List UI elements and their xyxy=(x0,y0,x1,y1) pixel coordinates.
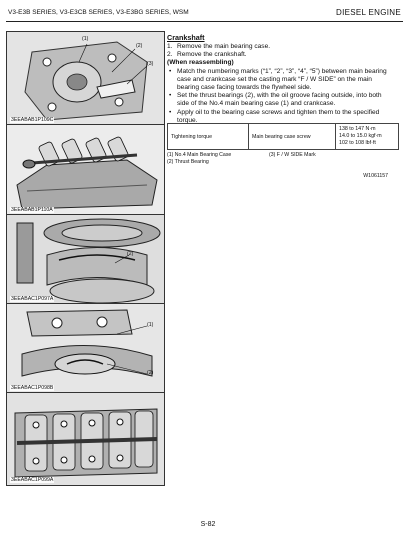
header-rule xyxy=(6,21,403,22)
step-item xyxy=(167,51,387,59)
step-item xyxy=(167,43,387,51)
step-number: 2. xyxy=(167,51,173,59)
bullet-mark: • xyxy=(169,67,172,75)
reassembling-heading: (When reassembling) xyxy=(167,59,234,67)
header-section: DIESEL ENGINE xyxy=(336,8,401,17)
legend-item: (1) No.4 Main Bearing Case xyxy=(167,152,232,158)
torque-table xyxy=(167,123,399,150)
legend-item: (2) Thrust Bearing xyxy=(167,159,209,165)
bullet-text: Match the numbering marks (“1”, “2”, “3”, “4”, “5”) between main bearing case and crankcase set the casting mark “F / W SIDE” on the main bearing case facing towards the flywheel side. xyxy=(177,67,387,92)
torque-item: Main bearing case screw xyxy=(249,124,336,150)
crankshaft-illustration xyxy=(7,125,164,215)
callout-1: (1) xyxy=(147,322,154,328)
figure-caption: 3EEABAC1P098B xyxy=(11,385,54,391)
bullet-text: Apply oil to the bearing case screws and tighten them to the specified torque. xyxy=(177,108,380,124)
figure-4 xyxy=(6,303,165,394)
figure-caption: 3EEABAC1P099A xyxy=(11,477,54,483)
main-bearing-case-illustration xyxy=(7,215,164,304)
section-title: Crankshaft xyxy=(167,33,205,42)
bullet-mark: • xyxy=(169,92,172,100)
figure-5 xyxy=(6,392,165,486)
bearing-case-screws-illustration xyxy=(7,393,164,485)
figure-caption: 3EEABAB1P109C xyxy=(11,117,54,123)
bullet-mark: • xyxy=(169,108,172,116)
header-series: V3-E3B SERIES, V3-E3CB SERIES, V3-E3BG SERIES, WSM xyxy=(8,9,189,16)
callout-2: (2) xyxy=(136,43,143,49)
figure-legend xyxy=(167,152,389,166)
torque-value-nm: 138 to 147 N·m xyxy=(339,126,376,132)
legend-item: (3) F / W SIDE Mark xyxy=(269,152,316,158)
torque-value-kgfm: 14.0 to 15.0 kgf·m xyxy=(339,133,382,139)
step-text: Remove the main bearing case. xyxy=(177,43,271,50)
figure-1 xyxy=(6,31,165,126)
callout-2: (2) xyxy=(127,251,134,257)
callout-1: (1) xyxy=(82,36,89,42)
page-number: S-82 xyxy=(200,521,216,528)
figure-caption: 3EEABAC1P097A xyxy=(11,296,54,302)
figure-caption: 3EEABAB1P110A xyxy=(11,207,53,213)
thrust-bearing-illustration xyxy=(7,304,164,393)
step-number: 1. xyxy=(167,43,173,50)
callout-3: (3) xyxy=(147,61,154,67)
bullet-text: Set the thrust bearings (2), with the oil groove facing outside, into both side of the No.4 main bearing case (1) and crankcase. xyxy=(177,92,382,108)
torque-values xyxy=(336,124,399,150)
figure-2 xyxy=(6,124,165,216)
figure-3 xyxy=(6,214,165,305)
torque-value-lbfft: 102 to 108 lbf·ft xyxy=(339,140,376,146)
step-text: Remove the crankshaft. xyxy=(177,51,247,59)
callout-2: (2) xyxy=(147,370,154,376)
torque-label: Tightening torque xyxy=(168,124,249,150)
bullet-item xyxy=(167,68,387,93)
procedure-steps xyxy=(167,43,387,125)
table-row xyxy=(168,124,399,150)
reference-code: W1061157 xyxy=(363,173,388,179)
bullet-item xyxy=(167,92,387,108)
